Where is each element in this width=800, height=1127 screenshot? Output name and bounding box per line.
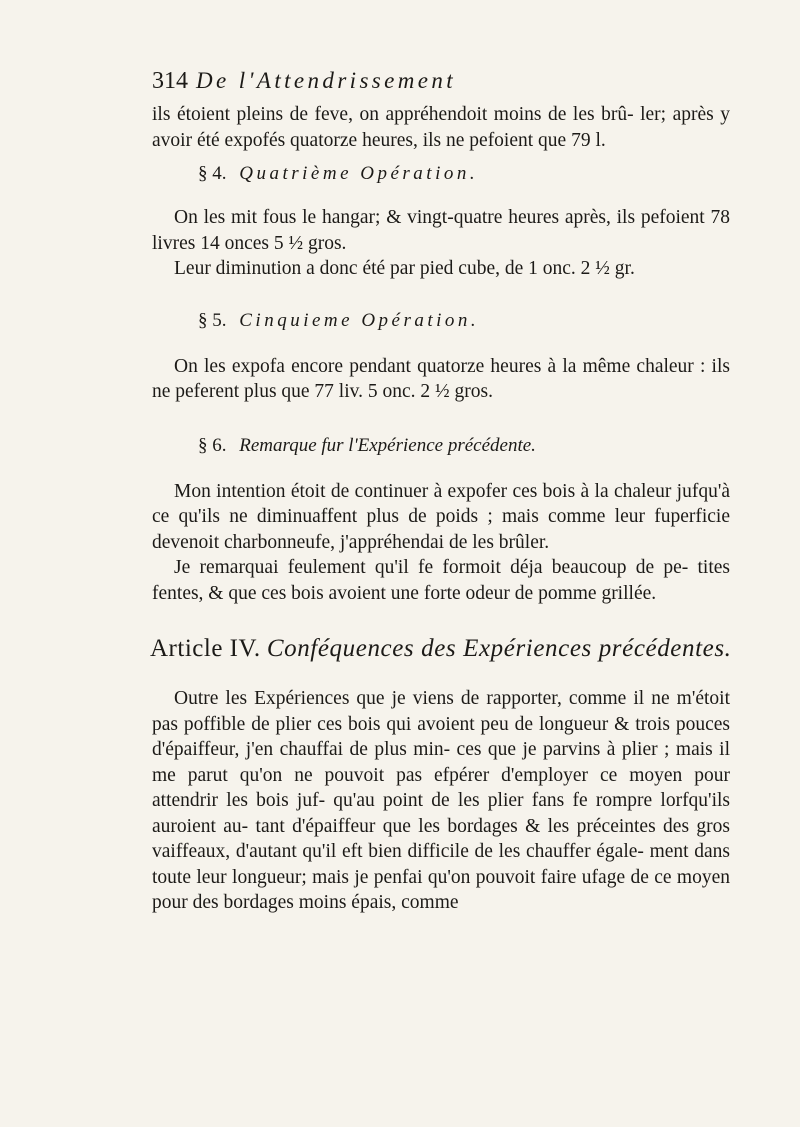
section-heading-6 [152, 433, 730, 459]
paragraph: Je remarquai feulement qu'il fe formoit déja beaucoup de pe- tites fentes, & que ces bois avoient une forte odeur de pomme grillée. [152, 557, 730, 604]
article-label: Article IV. [150, 635, 261, 662]
section-title: Quatrième Opération. [239, 163, 479, 184]
paragraph: Outre les Expériences que je viens de rapporter, comme il ne m'étoit pas poffible de plier ces bois qui avoient peu de longueur & trois pouces d'épaiffeur, j'en chauffai de plus min- ces que je parvins à plier ; mais il me parut qu'on ne pouvoit pas efpérer d'employer ce moyen pour attendrir les bois juf- qu'au point de les plier fans fe rompre lorfqu'ils auroient au- tant d'épaiffeur que les bordages & les préceintes des gros vaiffeaux, d'autant qu'il eft bien difficile de les chauffer égale- ment dans toute leur longueur; mais je penfai qu'on pouvoit faire ufage de ce moyen pour des bordages moins épais, comme [152, 688, 730, 913]
article-heading [150, 634, 730, 664]
article-title: Conféquences des Expériences précédentes. [266, 635, 732, 662]
paragraph: Leur diminution a donc été par pied cube, de 1 onc. 2 ½ gr. [174, 258, 635, 279]
paragraph-continuation: ils étoient pleins de feve, on appréhendoit moins de les brû- ler; après y avoir été expofés quatorze heures, ils ne pefoient que 79 l. [152, 104, 730, 151]
section-mark: § 4. [198, 163, 227, 184]
section-heading-4 [152, 161, 730, 187]
section-mark: § 5. [198, 309, 227, 331]
running-head [152, 68, 730, 98]
section-heading-5 [152, 308, 730, 334]
section-mark: § 6. [198, 434, 227, 456]
page-number: 314 [152, 68, 188, 94]
running-title: De l'Attendrissement [196, 68, 457, 93]
paragraph: Mon intention étoit de continuer à expofer ces bois à la chaleur jufqu'à ce qu'ils ne diminuaffent plus de poids ; mais comme leur fuperficie devenoit charbonneufe, j'appréhendai de les brûler. [152, 480, 730, 553]
paragraph: On les mit fous le hangar; & vingt-quatre heures après, ils pefoient 78 livres 14 onces 5 ½ gros. [152, 207, 730, 254]
section-title: Cinquieme Opération. [239, 309, 480, 331]
section-title: Remarque fur l'Expérience précédente. [239, 434, 536, 456]
paragraph: On les expofa encore pendant quatorze heures à la même chaleur : ils ne peferent plus que 77 liv. 5 onc. 2 ½ gros. [152, 355, 730, 402]
